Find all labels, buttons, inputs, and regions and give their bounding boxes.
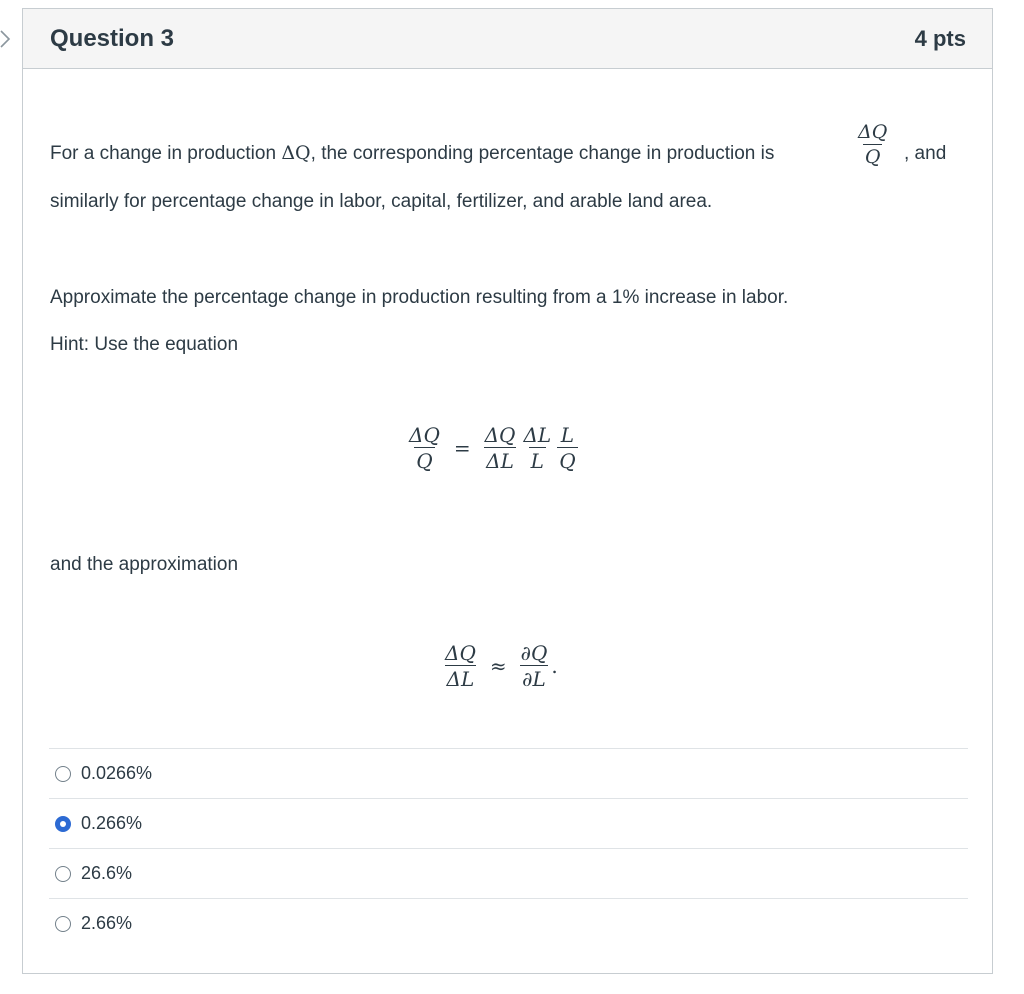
radio-button[interactable]: [55, 866, 71, 882]
radio-button[interactable]: [55, 766, 71, 782]
radio-button[interactable]: [55, 916, 71, 932]
question-text-line1: [50, 144, 774, 163]
fraction-numerator: ΔQ: [484, 423, 516, 447]
answer-label: 2.66%: [81, 913, 133, 933]
question-card: [22, 8, 993, 974]
question-title: Question 3: [50, 24, 175, 52]
question-prompt: Approximate the percentage change in production resulting from a 1% increase in labor.: [50, 287, 789, 308]
answer-label: 0.0266%: [81, 763, 153, 783]
answer-option[interactable]: [49, 748, 968, 798]
fraction-denominator: L: [530, 449, 544, 473]
math-delta-q: ΔQ: [281, 142, 311, 164]
question-header: [23, 9, 992, 69]
chevron-right-icon[interactable]: [0, 26, 16, 52]
answer-label: 0.266%: [81, 813, 143, 833]
question-points: 4 pts: [914, 25, 966, 51]
approximation-text: and the approximation: [50, 554, 239, 575]
fraction-denominator: Q: [864, 146, 881, 168]
approx-sign: ≈: [489, 654, 507, 678]
text-segment: , the corresponding percentage change in production is: [310, 143, 775, 164]
inline-fraction: [856, 123, 889, 167]
fraction-numerator: L: [560, 423, 575, 447]
fraction-numerator: ∂Q: [520, 641, 548, 665]
fraction-numerator: ΔQ: [445, 641, 476, 665]
question-text-line2: similarly for percentage change in labor, capital, fertilizer, and arable land area.: [50, 191, 713, 212]
text-segment: For a change in production: [50, 143, 277, 164]
radio-button-selected[interactable]: [55, 816, 71, 832]
equals-sign: =: [453, 436, 471, 460]
fraction-denominator: ∂L: [522, 667, 546, 691]
answer-option[interactable]: [49, 848, 968, 898]
fraction-denominator: ΔL: [486, 449, 514, 473]
answer-option[interactable]: [49, 798, 968, 848]
fraction-denominator: Q: [416, 449, 433, 473]
fraction-denominator: ΔL: [446, 667, 475, 691]
text-segment: , and: [904, 143, 947, 164]
answer-label: 26.6%: [81, 863, 133, 883]
fraction-numerator: ΔL: [523, 423, 552, 447]
period: .: [551, 654, 558, 678]
equation-1: [407, 425, 578, 471]
fraction-numerator: ΔQ: [409, 423, 440, 447]
answer-list: [49, 748, 968, 948]
fraction-denominator: Q: [559, 449, 576, 473]
equation-2: [443, 643, 558, 689]
hint-text: Hint: Use the equation: [50, 334, 239, 355]
answer-option[interactable]: [49, 898, 968, 948]
fraction-numerator: ΔQ: [858, 121, 888, 143]
